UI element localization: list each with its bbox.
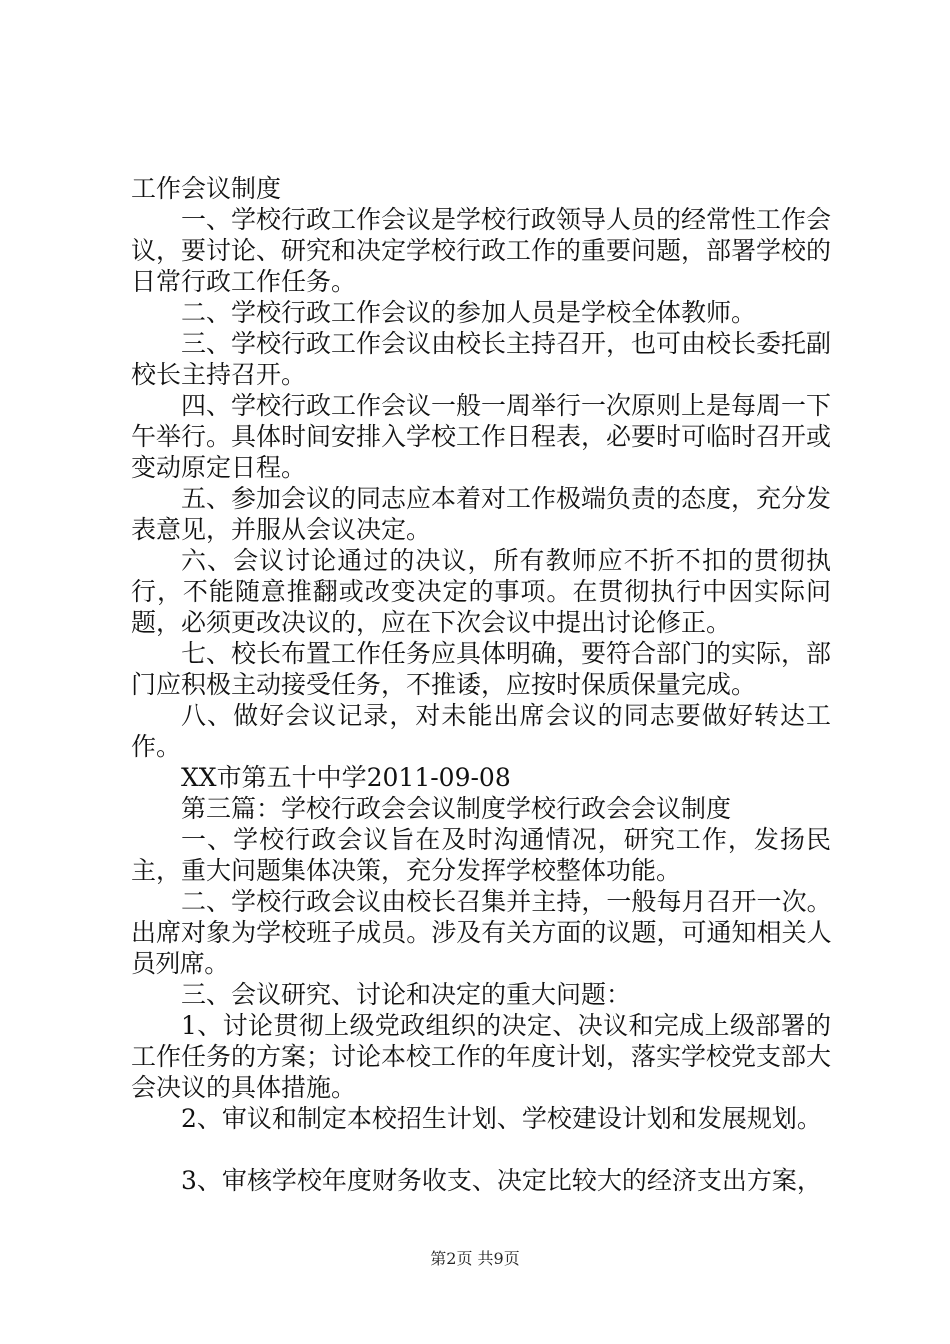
paragraph-3: 三、学校行政工作会议由校长主持召开，也可由校长委托副校长主持召开。 xyxy=(131,329,832,389)
section-3-item-3: 3、审核学校年度财务收支、决定比较大的经济支出方案， xyxy=(181,1166,822,1195)
section-3-item-1: 1、讨论贯彻上级党政组织的决定、决议和完成上级部署的工作任务的方案；讨论本校工作的年度计划，落实学校党支部大会决议的具体措施。 xyxy=(131,1011,832,1102)
section-3-paragraph-2: 二、学校行政会议由校长召集并主持，一般每月召开一次。出席对象为学校班子成员。涉及有关方面的议题，可通知相关人员列席。 xyxy=(131,887,831,978)
paragraph-2: 二、学校行政工作会议的参加人员是学校全体教师。 xyxy=(181,298,757,327)
paragraph-7: 七、校长布置工作任务应具体明确，要符合部门的实际，部门应积极主动接受任务，不推诿，应按时保质保量完成。 xyxy=(131,639,832,699)
paragraph-6: 六、会议讨论通过的决议，所有教师应不折不扣的贯彻执行，不能随意推翻或改变决定的事项。在贯彻执行中因实际问题，必须更改决议的，应在下次会议中提出讨论修正。 xyxy=(131,546,831,637)
paragraph-4: 四、学校行政工作会议一般一周举行一次原则上是每周一下午举行。具体时间安排入学校工作日程表，必要时可临时召开或变动原定日程。 xyxy=(131,391,832,482)
section-3-paragraph-3: 三、会议研究、讨论和决定的重大问题： xyxy=(181,980,632,1009)
section-3-paragraph-1: 一、学校行政会议旨在及时沟通情况，研究工作，发扬民主，重大问题集体决策，充分发挥学校整体功能。 xyxy=(131,825,831,885)
paragraph-8: 八、做好会议记录，对未能出席会议的同志要做好转达工作。 xyxy=(131,701,831,761)
paragraph-5: 五、参加会议的同志应本着对工作极端负责的态度，充分发表意见，并服从会议决定。 xyxy=(131,484,832,544)
page-number-footer: 第2页 共9页 xyxy=(430,1249,520,1268)
section-3-title: 第三篇：学校行政会会议制度学校行政会会议制度 xyxy=(181,794,732,823)
paragraph-1: 一、学校行政工作会议是学校行政领导人员的经常性工作会议，要讨论、研究和决定学校行政工作的重要问题，部署学校的日常行政工作任务。 xyxy=(131,205,832,296)
section-3-item-2: 2、审议和制定本校招生计划、学校建设计划和发展规划。 xyxy=(181,1104,822,1133)
signature-line: XX市第五十中学2011-09-08 xyxy=(181,763,511,792)
document-heading: 工作会议制度 xyxy=(131,174,282,203)
document-body xyxy=(131,173,831,1196)
